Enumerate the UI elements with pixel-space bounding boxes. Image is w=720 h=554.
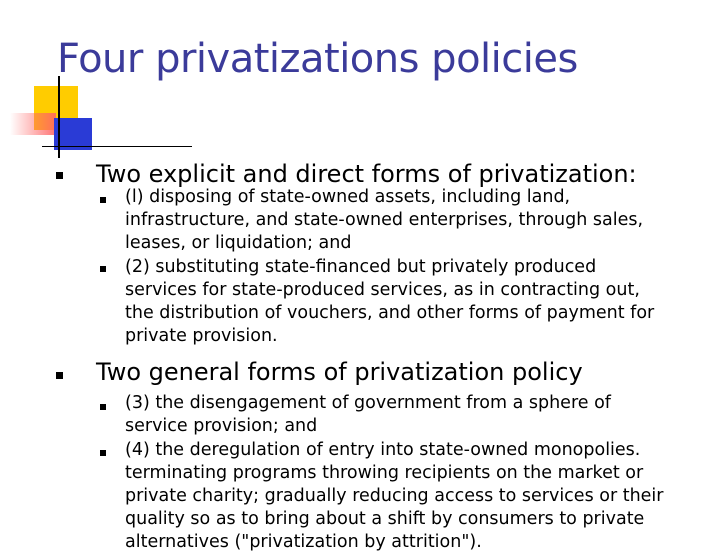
bullet-square-icon [100, 450, 106, 456]
sub-bullet-2: (2) substituting state-financed but privately produced services for state-produced services, as in contracting out, the distribution of vouchers, and other forms of payment for private provision. [125, 257, 655, 346]
bullet-square-icon [56, 372, 63, 379]
sub-bullet-1: (l) disposing of state-owned assets, including land, infrastructure, and state-owned enterprises, through sales, leases, or liquidation; and [125, 187, 644, 253]
decor-horizontal-line [42, 146, 192, 147]
bullet-square-icon [100, 266, 106, 272]
slide-title: Four privatizations policies [57, 36, 578, 82]
decor-red-gradient [10, 113, 56, 135]
sub-bullet-4: (4) the deregulation of entry into state-owned monopolies. terminating programs throwing recipients on the market or private charity; gradually reducing access to services or their quality so as to bring about a shift by consumers to private alternatives ("privatization by attrition"). [125, 440, 664, 552]
sub-bullet-3: (3) the disengagement of government from a sphere of service provision; and [125, 393, 611, 436]
bullet-square-icon [100, 197, 106, 203]
bullet-item-1: Two explicit and direct forms of privatization: [96, 160, 637, 188]
bullet-square-icon [100, 404, 106, 410]
bullet-item-2: Two general forms of privatization policy [96, 358, 583, 386]
bullet-square-icon [56, 172, 63, 179]
